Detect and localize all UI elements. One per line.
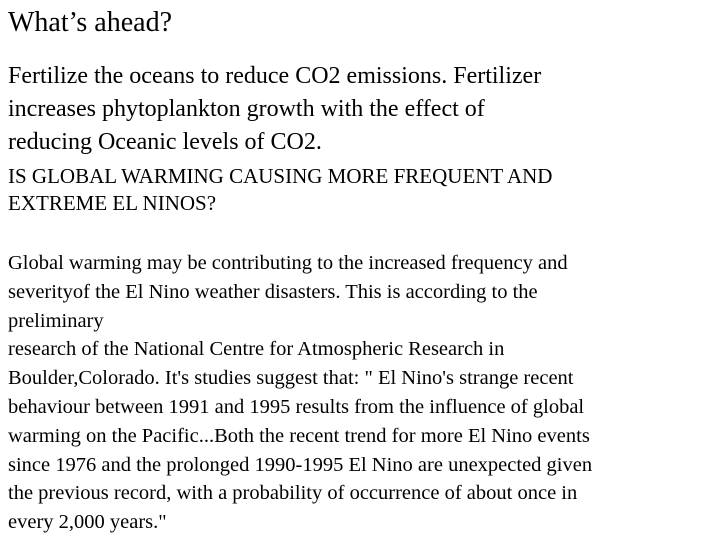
body-line: the previous record, with a probability of occurrence of about once in — [8, 482, 578, 505]
body-paragraph — [8, 249, 713, 537]
section-heading — [8, 163, 713, 217]
intro-paragraph — [8, 60, 708, 159]
slide — [8, 0, 713, 539]
body-line: behaviour between 1991 and 1995 results from the influence of global — [8, 395, 585, 418]
body-line: since 1976 and the prolonged 1990-1995 El Nino are unexpected given — [8, 453, 593, 476]
body-line: research of the National Centre for Atmospheric Research in — [8, 338, 505, 361]
body-line: Global warming may be contributing to the increased frequency and — [8, 252, 568, 274]
body-line: warming on the Pacific...Both the recent trend for more El Nino events — [8, 424, 590, 447]
heading-line: IS GLOBAL WARMING CAUSING MORE FREQUENT AND — [8, 164, 553, 188]
intro-line: reducing Oceanic levels of CO2. — [8, 129, 322, 155]
slide-title: What’s ahead? — [8, 7, 173, 38]
body-line: Boulder,Colorado. It's studies suggest that: " El Nino's strange recent — [8, 367, 574, 390]
body-line: severityof the El Nino weather disasters. This is according to the — [8, 280, 538, 303]
intro-line: increases phytoplankton growth with the effect of — [8, 96, 485, 122]
intro-line: Fertilize the oceans to reduce CO2 emissions. Fertilizer — [8, 63, 542, 89]
heading-line: EXTREME EL NINOS? — [8, 191, 217, 215]
body-line: every 2,000 years." — [8, 511, 167, 534]
body-line: preliminary — [8, 309, 104, 332]
